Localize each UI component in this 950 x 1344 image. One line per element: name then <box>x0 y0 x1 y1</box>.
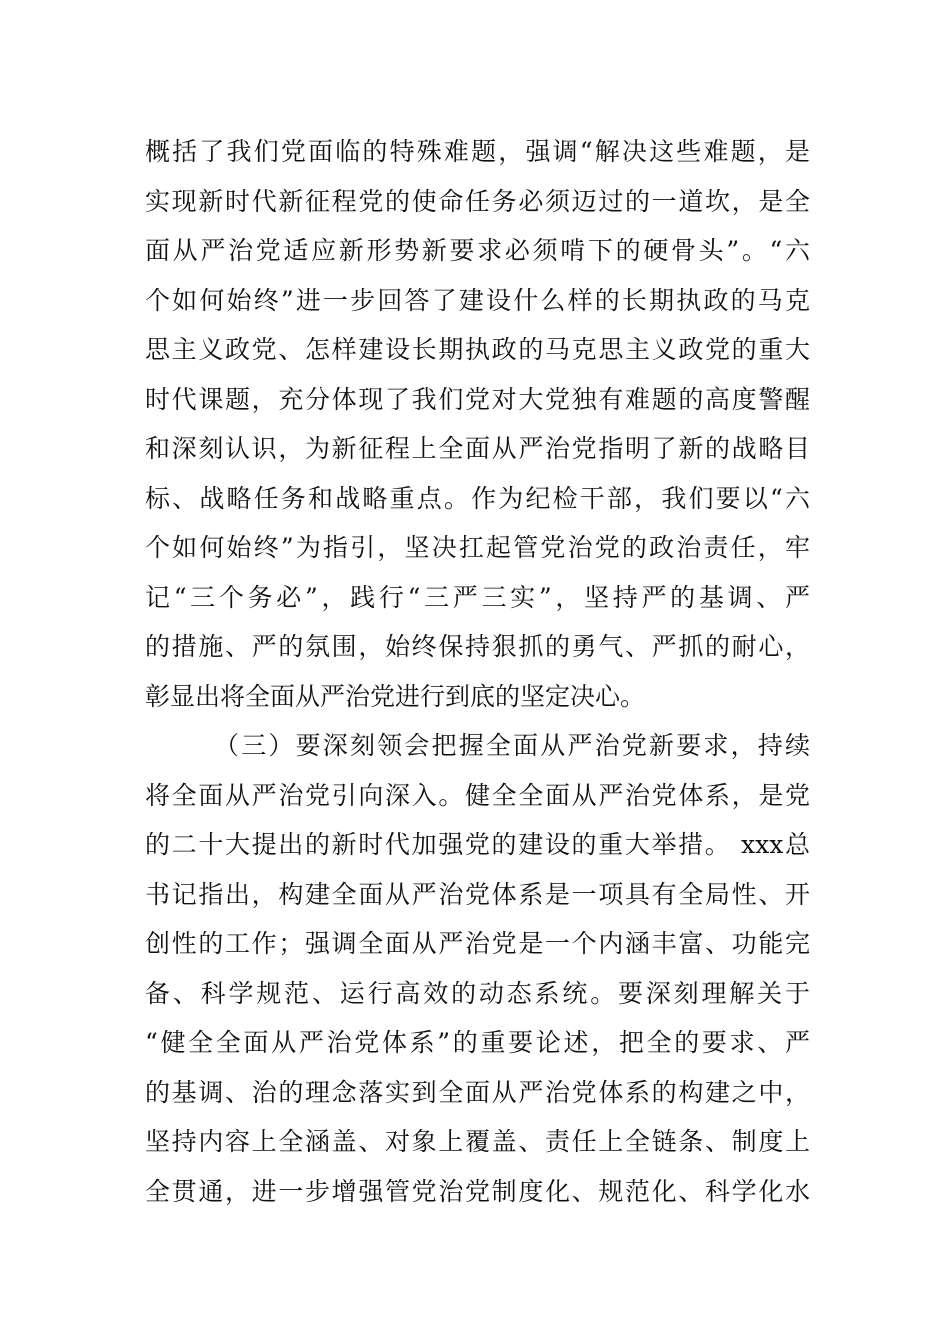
text-line: 面从严治党适应新形势新要求必须啃下的硬骨头”。“六 <box>145 236 810 265</box>
text-line: 坚持内容上全涵盖、对象上覆盖、责任上全链条、制度上 <box>145 1127 810 1156</box>
text-line: 书记指出，构建全面从严治党体系是一项具有全局性、开 <box>145 879 810 909</box>
text-line: 创性的工作；强调全面从严治党是一个内涵丰富、功能完 <box>145 929 810 958</box>
text-line: 概括了我们党面临的特殊难题，强调“解决这些难题，是 <box>145 137 810 166</box>
text-line: 个如何始终”为指引，坚决扛起管党治党的政治责任，牢 <box>145 533 810 562</box>
text-line: 将全面从严治党引向深入。健全全面从严治党体系，是党 <box>145 780 810 810</box>
document-body <box>145 127 810 1216</box>
text-line: 记“三个务必”，践行“三严三实”，坚持严的基调、严 <box>145 582 810 612</box>
text-line: 标、战略任务和战略重点。作为纪检干部，我们要以“六 <box>145 483 810 513</box>
text-line: 的基调、治的理念落实到全面从严治党体系的构建之中， <box>145 1077 810 1107</box>
text-line: 实现新时代新征程党的使命任务必须迈过的一道坎，是全 <box>145 186 810 216</box>
text-line: “健全全面从严治党体系”的重要论述，把全的要求、严 <box>145 1028 810 1057</box>
text-line: 个如何始终”进一步回答了建设什么样的长期执政的马克 <box>145 285 810 315</box>
text-line: 全贯通，进一步增强管党治党制度化、规范化、科学化水 <box>145 1176 810 1206</box>
text-line: 备、科学规范、运行高效的动态系统。要深刻理解关于 <box>145 978 810 1008</box>
section-heading-line: （三）要深刻领会把握全面从严治党新要求，持续 <box>214 731 810 760</box>
text-line: 和深刻认识，为新征程上全面从严治党指明了新的战略目 <box>145 434 810 463</box>
text-line: 的二十大提出的新时代加强党的建设的重大举措。 xxx总 <box>145 830 810 859</box>
paragraph-end-line: 彰显出将全面从严治党进行到底的坚定决心。 <box>145 681 646 711</box>
text-line: 时代课题，充分体现了我们党对大党独有难题的高度警醒 <box>145 384 810 414</box>
text-line: 思主义政党、怎样建设长期执政的马克思主义政党的重大 <box>145 335 810 364</box>
text-line: 的措施、严的氛围，始终保持狠抓的勇气、严抓的耐心， <box>145 632 810 661</box>
